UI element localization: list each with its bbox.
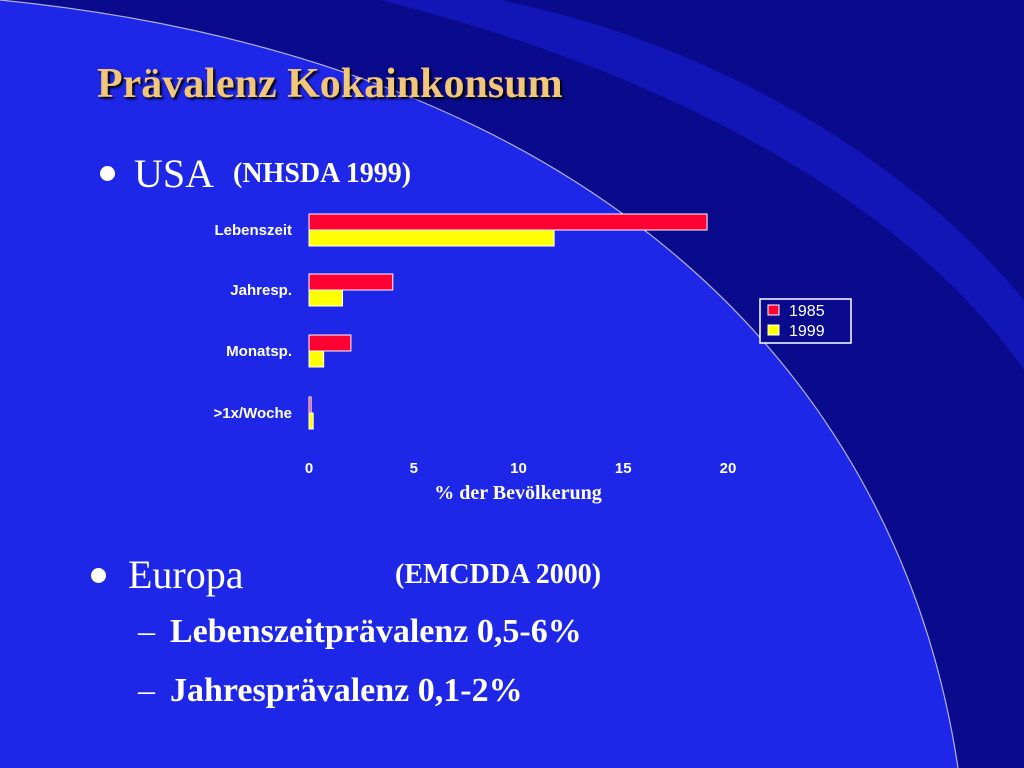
usa-label: USA <box>134 151 215 196</box>
bar-1985-1 <box>309 274 393 290</box>
dash-1: – <box>138 613 155 650</box>
usa-source: (NHSDA 1999) <box>233 158 412 189</box>
x-tick-label: 0 <box>304 460 314 477</box>
bar-1999-1 <box>309 290 343 306</box>
bar-1985-3 <box>309 397 311 413</box>
bar-1999-2 <box>309 351 324 367</box>
europa-item-lifetime: Lebenszeitprävalenz 0,5-6% <box>170 613 582 650</box>
bar-1999-0 <box>309 230 554 246</box>
bullet-europa <box>91 568 106 583</box>
x-axis-label: % der Bevölkerung <box>434 482 602 504</box>
bar-1985-0 <box>309 214 707 230</box>
bar-1985-2 <box>309 335 351 351</box>
legend-label-1999: 1999 <box>789 323 825 340</box>
legend-swatch-1985 <box>768 305 779 315</box>
slide-title: Prävalenz Kokainkonsum <box>97 61 563 107</box>
bar-1999-3 <box>309 413 313 429</box>
category-label: Monatsp. <box>226 343 292 360</box>
category-label: Jahresp. <box>230 282 292 299</box>
x-tick-label: 5 <box>409 460 418 477</box>
europa-item-annual: Jahresprävalenz 0,1-2% <box>170 672 523 709</box>
dash-2: – <box>138 672 155 709</box>
x-tick-label: 15 <box>614 460 632 477</box>
category-label: >1x/Woche <box>213 405 292 422</box>
europa-label: Europa <box>128 552 244 597</box>
category-label: Lebenszeit <box>214 222 292 239</box>
europa-source: (EMCDDA 2000) <box>395 559 602 590</box>
x-tick-label: 10 <box>510 460 527 477</box>
legend-label-1985: 1985 <box>789 303 825 320</box>
x-tick-label: 20 <box>719 460 737 477</box>
legend-swatch-1999 <box>768 325 779 335</box>
